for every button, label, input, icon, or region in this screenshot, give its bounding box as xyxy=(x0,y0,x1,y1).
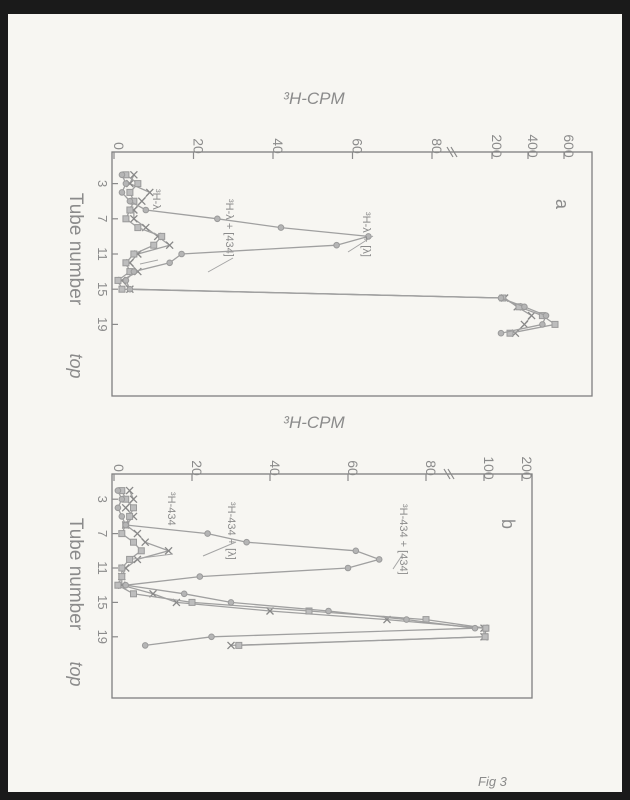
panel-label: a xyxy=(552,198,572,210)
series-circle-point xyxy=(119,190,125,196)
series-circle-point xyxy=(498,295,504,301)
corner-note: Fig 3 xyxy=(478,774,507,789)
series-cross-label: ³H-434 xyxy=(165,492,177,526)
series-circle-point xyxy=(540,322,546,328)
series-circle-point xyxy=(127,198,133,204)
series-square-point xyxy=(135,225,141,231)
cpm-tick-label-upper: 400 xyxy=(525,134,541,158)
series-circle-point xyxy=(228,600,234,606)
series-circle-point xyxy=(123,181,129,187)
series-square-point xyxy=(131,539,137,545)
tube-tick-label: 3 xyxy=(95,179,110,188)
series-circle-point xyxy=(215,216,221,222)
plot-frame xyxy=(112,152,592,396)
series-square-point xyxy=(119,565,125,571)
series-square-point xyxy=(115,277,121,283)
series-square-point xyxy=(482,634,488,640)
series-circle-point xyxy=(119,496,125,502)
panel-label: b xyxy=(498,518,518,530)
series-circle-point xyxy=(522,304,528,310)
series-cross-point xyxy=(521,321,528,328)
series-circle-point xyxy=(181,591,187,597)
series-cross-point xyxy=(165,547,172,554)
series-square-point xyxy=(552,321,558,327)
tube-tick-label: 15 xyxy=(95,281,110,297)
series-circle-point xyxy=(123,582,129,588)
tube-tick-label: 3 xyxy=(95,495,110,503)
series-square-point xyxy=(483,625,489,631)
x-axis-label: Tube number xyxy=(65,517,86,631)
series-circle-point xyxy=(345,565,351,571)
cpm-tick-label-upper: 200 xyxy=(519,456,535,480)
series-circle-point xyxy=(244,539,250,545)
series-square-point xyxy=(131,591,137,597)
panel-b-chart xyxy=(65,413,535,698)
tube-tick-label: 7 xyxy=(95,529,110,538)
series-cross-point xyxy=(166,242,173,249)
series-circle-point xyxy=(167,260,173,266)
series-square-leader xyxy=(208,258,233,272)
series-square-point xyxy=(119,531,125,537)
cpm-tick-label: 0 xyxy=(111,142,127,150)
cpm-tick-label-upper: 100 xyxy=(481,456,497,480)
tube-tick-label: 11 xyxy=(95,247,110,261)
series-cross-point xyxy=(130,496,137,503)
series-circle-point xyxy=(205,531,211,537)
series-square-point xyxy=(127,513,133,519)
cpm-tick-label: 0 xyxy=(111,464,127,472)
cpm-tick-label-upper: 600 xyxy=(561,134,577,158)
series-square-point xyxy=(123,260,129,266)
series-square-point xyxy=(131,251,137,257)
series-circle-point xyxy=(142,643,148,649)
cpm-tick-label-upper: 200 xyxy=(489,134,505,158)
series-circle-point xyxy=(498,330,504,336)
cpm-tick-label: 60 xyxy=(345,460,361,476)
series-circle-point xyxy=(143,207,149,213)
cpm-tick-label: 20 xyxy=(190,138,207,154)
series-circle-point xyxy=(197,574,203,580)
cpm-tick-label: 80 xyxy=(423,460,439,476)
series-cross-label: ³H-λ xyxy=(150,189,162,210)
series-square-point xyxy=(135,181,141,187)
series-circle-point xyxy=(472,625,478,631)
series-circle-point xyxy=(376,557,382,563)
series-square-point xyxy=(115,582,121,588)
tube-tick-label: 11 xyxy=(95,561,110,575)
series-circle-point xyxy=(404,617,410,623)
series-circle-point xyxy=(115,488,121,494)
series-square-point xyxy=(127,189,133,195)
x-axis-end-label: top xyxy=(66,661,86,687)
series-cross-point xyxy=(134,556,141,563)
paper-sheet xyxy=(8,14,622,792)
series-circle-label: ³H-λ + [λ] xyxy=(360,212,372,257)
series-cross-point xyxy=(122,504,129,511)
series-square-point xyxy=(151,242,157,248)
series-square-point xyxy=(131,505,137,511)
series-square-point xyxy=(119,574,125,580)
series-circle-point xyxy=(179,251,185,257)
series-square-point xyxy=(159,233,165,239)
series-square-label: ³H-λ + [434] xyxy=(223,199,235,257)
series-circle-point xyxy=(115,505,121,511)
series-square-point xyxy=(236,642,242,648)
tube-tick-label: 19 xyxy=(95,629,110,645)
series-circle-point xyxy=(119,172,125,178)
cpm-tick-label: 60 xyxy=(349,138,366,154)
x-axis-end-label: top xyxy=(66,353,86,379)
tube-tick-label: 19 xyxy=(95,317,110,332)
cpm-tick-label: 40 xyxy=(267,460,283,476)
series-square-point xyxy=(127,556,133,562)
series-circle-point xyxy=(123,278,129,284)
series-circle-point xyxy=(119,514,125,520)
panel-a-chart xyxy=(65,89,592,396)
series-square-label: ³H-434 + [λ] xyxy=(225,502,237,560)
series-circle-point xyxy=(123,522,129,528)
series-cross-point xyxy=(126,487,133,494)
series-circle-label: ³H-434 + [434] xyxy=(397,504,409,575)
series-square-point xyxy=(127,207,133,213)
series-cross-point xyxy=(138,198,145,205)
series-circle-point xyxy=(326,608,332,614)
series-circle-point xyxy=(278,225,284,231)
cpm-tick-label: 40 xyxy=(270,138,286,154)
series-cross-point xyxy=(142,539,149,546)
series-circle-point xyxy=(334,242,340,248)
series-cross-point xyxy=(134,530,141,537)
series-square-point xyxy=(123,216,129,222)
series-cross-leader xyxy=(140,260,158,264)
cpm-tick-label: 80 xyxy=(429,138,445,154)
tube-tick-label: 15 xyxy=(95,595,110,610)
series-circle-line xyxy=(122,175,546,333)
tube-tick-label: 7 xyxy=(95,215,110,223)
y-axis-label: ³H-CPM xyxy=(283,89,345,108)
series-square-point xyxy=(189,599,195,605)
figure-canvas xyxy=(8,14,622,792)
series-circle-point xyxy=(543,313,549,319)
series-circle-point xyxy=(209,634,215,640)
cpm-tick-label: 20 xyxy=(189,460,205,476)
series-circle-point xyxy=(127,286,133,292)
y-axis-label: ³H-CPM xyxy=(283,413,345,432)
x-axis-label: Tube number xyxy=(65,192,86,306)
series-circle-point xyxy=(131,269,137,275)
series-square-point xyxy=(119,286,125,292)
series-circle-point xyxy=(353,548,359,554)
series-cross-point xyxy=(130,171,137,178)
series-square-point xyxy=(138,548,144,554)
